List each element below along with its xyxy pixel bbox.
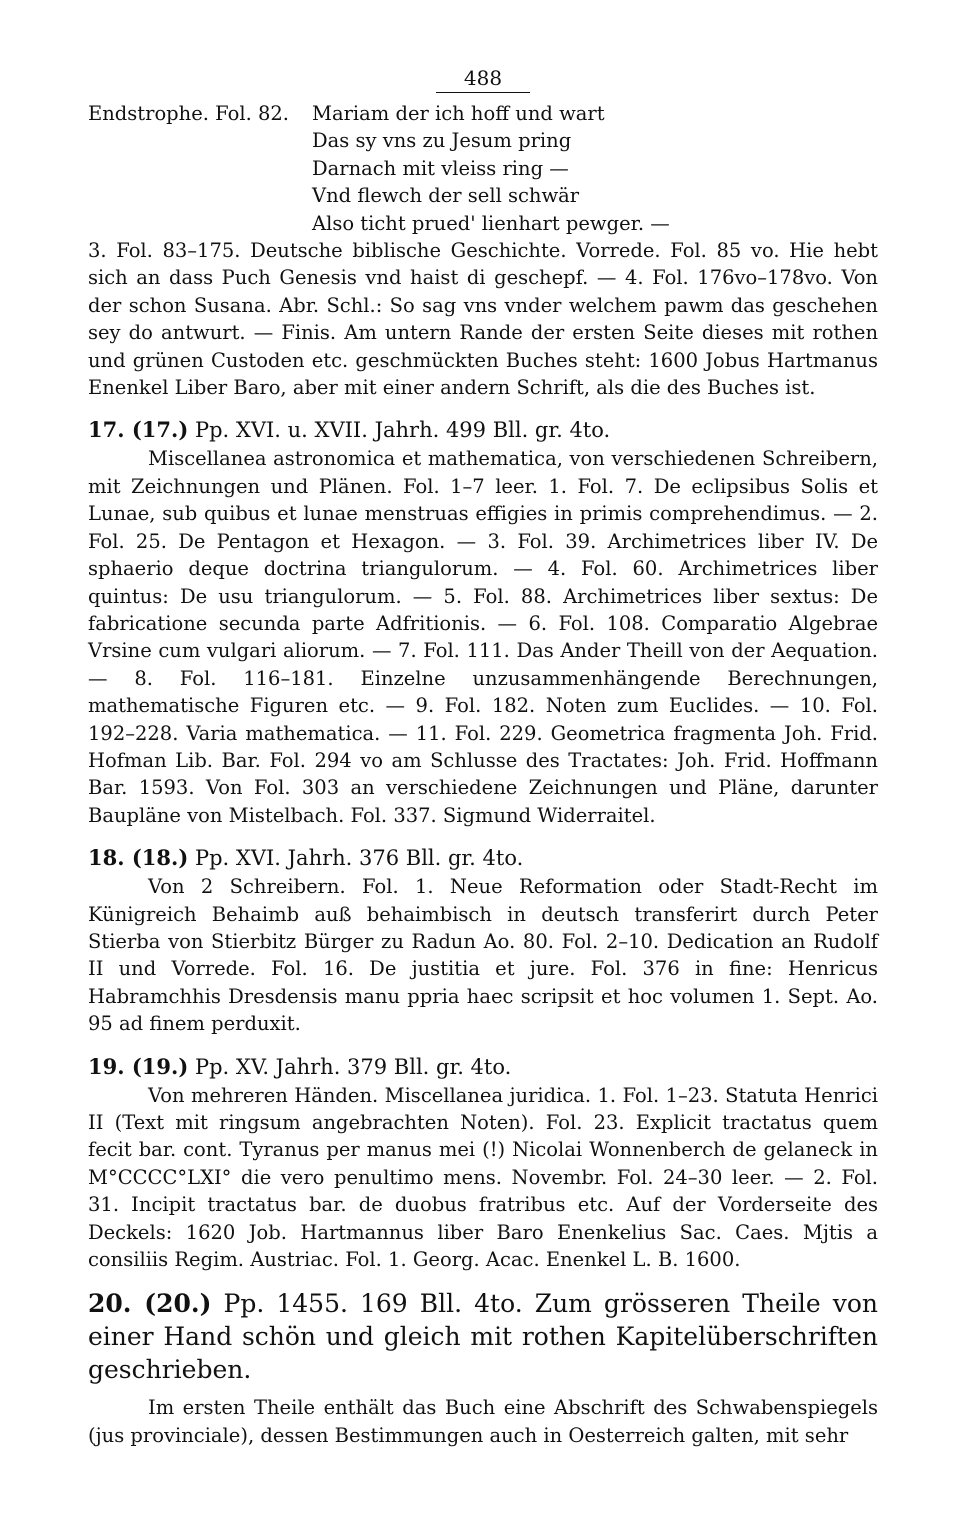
verse-line: Das sy vns zu Jesum pring bbox=[312, 129, 572, 153]
verse-lines bbox=[312, 100, 670, 237]
entry-heading-19 bbox=[88, 1052, 878, 1082]
verse-line: Vnd flewch der sell schwär bbox=[312, 184, 580, 208]
entry-body-17: Miscellanea astronomica et mathematica, von verschiedenen Schreibern, mit Zeichnungen und Plänen. Fol. 1–7 leer. 1. Fol. 7. De eclipsibus Solis et Lunae, sub quibus et lunae menstruas effigies in primis comprehendimus. — 2. Fol. 25. De Pentagon et Hexagon. — 3. Fol. 39. Archimetrices liber IV. De sphaerio deque doctrina triangulorum. — 4. Fol. 60. Archimetrices liber quintus: De usu triangulorum. — 5. Fol. 88. Archimetrices liber sextus: De fabricatione secunda parte Adfritionis. — 6. Fol. 108. Comparatio Algebrae Vrsine cum vulgari aliorum. — 7. Fol. 111. Das Ander Theill von der Aequation. — 8. Fol. 116–181. Einzelne unzusammenhängende Berechnungen, mathematische Figuren etc. — 9. Fol. 182. Noten zum Euclides. — 10. Fol. 192–228. Varia mathematica. — 11. Fol. 229. Geometrica fragmenta Joh. Frid. Hofman Lib. Bar. Fol. 294 vo am Schlusse des Tractates: Joh. Frid. Hoffmann Bar. 1593. Von Fol. 303 an verschiedene Zeichnungen und Pläne, darunter Baupläne von Mistelbach. Fol. 337. Sigmund Widerraitel. bbox=[88, 447, 878, 827]
page-number: 488 bbox=[88, 66, 878, 94]
entry-number: 17. (17.) bbox=[88, 417, 189, 443]
entry-body-18: Von 2 Schreibern. Fol. 1. Neue Reformation oder Stadt-Recht im Künigreich Behaimb auß behaimbisch in deutsch transferirt durch Peter Stierba von Stierbitz Bürger zu Radun Ao. 80. Fol. 2–10. Dedication an Rudolf II und Vorrede. Fol. 16. De justitia et jure. Fol. 376 in fine: Henricus Habramchhis Dresdensis manu ppria haec scripsit et hoc volumen 1. Sept. Ao. 95 ad finem perduxit. bbox=[88, 875, 878, 1036]
paragraph-fol-83: 3. Fol. 83–175. Deutsche biblische Geschichte. Vorrede. Fol. 85 vo. Hie hebt sich an dass Puch Genesis vnd haist di geschepf. — 4. Fol. 176vo–178vo. Von der schon Susana. Abr. Schl.: So sag vns vnder welchem pawm das geschehen sey do antwurt. — Finis. Am untern Rande der ersten Seite dieses mit rothen und grünen Custoden etc. geschmückten Buches steht: 1600 Jobus Hartmanus Enenkel Liber Baro, aber mit einer andern Schrift, als die des Buches ist. bbox=[88, 239, 878, 400]
document-page bbox=[88, 66, 878, 1449]
verse-line: Also ticht prued' lienhart pewger. — bbox=[312, 211, 670, 235]
entry-heading-17 bbox=[88, 415, 878, 445]
entry-body-19: Von mehreren Händen. Miscellanea juridica. 1. Fol. 1–23. Statuta Henrici II (Text mit ringsum angebrachten Noten). Fol. 23. Explicit tractatus quem fecit bar. cont. Tyranus per manus mei (!) Nicolai Wonnenberch de gelaneck in M°CCCC°LXI° die vero penultimo mens. Novembr. Fol. 24–30 leer. — 2. Fol. 31. Incipit tractatus bar. de duobus fratribus etc. Auf der Vorderseite des Deckels: 1620 Job. Hartmannus liber Baro Enenkelius Sac. Caes. Mjtis a consiliis Regim. Austriac. Fol. 1. Georg. Acac. Enenkel L. B. 1600. bbox=[88, 1083, 878, 1272]
verse-label: Endstrophe. Fol. 82. bbox=[88, 102, 290, 125]
entry-body-20: Im ersten Theile enthält das Buch eine Abschrift des Schwabenspiegels (jus provinciale), dessen Bestimmungen auch in Oesterreich galten, mit sehr bbox=[88, 1396, 878, 1447]
verse-line: Darnach mit vleiss ring — bbox=[312, 156, 569, 180]
entry-heading-20 bbox=[88, 1287, 878, 1386]
entry-heading-text: Pp. XVI. Jahrh. 376 Bll. gr. 4to. bbox=[194, 846, 524, 871]
entry-number: 18. (18.) bbox=[88, 845, 189, 871]
verse-block bbox=[88, 100, 878, 237]
entry-heading-text: Pp. XVI. u. XVII. Jahrh. 499 Bll. gr. 4to. bbox=[194, 418, 611, 443]
entry-heading-text: Pp. 1455. 169 Bll. 4to. Zum grösseren Theile von einer Hand schön und gleich mit rothen Kapitelüberschriften geschrieben. bbox=[88, 1289, 878, 1385]
entry-heading-text: Pp. XV. Jahrh. 379 Bll. gr. 4to. bbox=[194, 1054, 512, 1079]
entry-number: 19. (19.) bbox=[88, 1053, 189, 1079]
entry-number: 20. (20.) bbox=[88, 1289, 212, 1319]
verse-line: Mariam der ich hoff und wart bbox=[312, 102, 605, 125]
entry-heading-18 bbox=[88, 843, 878, 873]
